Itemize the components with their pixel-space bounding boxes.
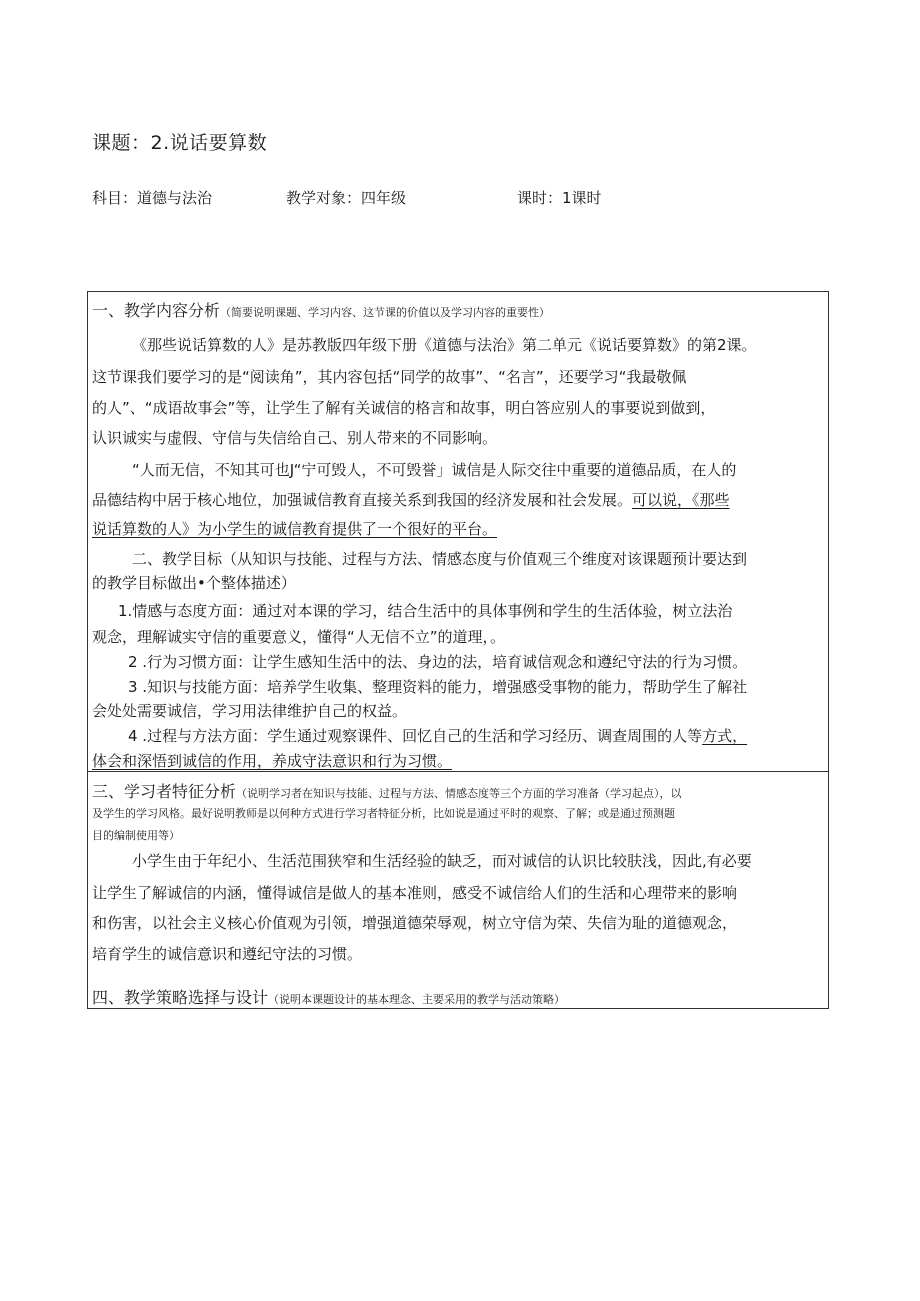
goal3-line2: 会处处需要诚信，学习用法律维护自己的权益。 — [92, 702, 408, 720]
target-field: 教学对象：四年级 — [286, 189, 407, 207]
section1-p2-line1: “人而无信，不知其可也J“宁可毁人，不可毁誉」诚信是人际交往中重要的道德品质，在人的 — [132, 461, 737, 479]
goal1-line2: 观念，理解诚实守信的重要意义，懂得“人无信不立”的道理，。 — [92, 628, 506, 646]
subject-field: 科目：道德与法治 — [92, 189, 213, 207]
section2-heading-line2: 的教学目标做出•个整体描述） — [92, 574, 296, 592]
goal1-line1: 1.情感与态度方面：通过对本课的学习，结合生活中的具体事例和学生的生活体验，树立法治 — [118, 602, 733, 620]
section1-p1-line4: 认识诚实与虚假、守信与失信给自己、别人带来的不同影响。 — [92, 429, 498, 447]
section4-note: （说明本课题设计的基本理念、主要采用的教学与活动策略） — [268, 993, 566, 1006]
goal2-line1: 2 .行为习惯方面：让学生感知生活中的法、身边的法，培育诚信观念和遵纪守法的行为习惯。 — [128, 653, 748, 671]
section1-p2-text: 品德结构中居于核心地位，加强诚信教育直接关系到我国的经济发展和社会发展。 — [92, 491, 633, 509]
section3-heading-line — [92, 779, 682, 802]
section2-heading-line1: 二、教学目标（从知识与技能、过程与方法、情感态度与价值观三个维度对该课题预计要达到 — [132, 550, 748, 568]
section3-body-line1: 小学生由于年纪小、生活范围狭窄和生活经验的缺乏，而对诚信的认识比较肤浅，因此,有必要 — [132, 852, 752, 870]
section4-heading-line — [92, 985, 565, 1008]
section3-note-line1: （说明学习者在知识与技能、过程与方法、情感态度等三个方面的学习准备（学习起点），以 — [236, 787, 682, 800]
section1-p2-underlined-start: 可以说，《那些 — [632, 491, 730, 509]
section1-heading-line — [92, 298, 550, 321]
section3-note-line3: 目的编制使用等） — [92, 829, 180, 842]
section3-heading: 三、学习者特征分析 — [92, 782, 237, 801]
section1-p2-underlined-end: 说话算数的人》为小学生的诚信教育提供了一个很好的平台。 — [92, 520, 498, 538]
goal4-underlined: 方式， — [702, 727, 748, 745]
goal3-line1: 3 .知识与技能方面：培养学生收集、整理资料的能力，增强感受事物的能力，帮助学生了解社 — [128, 678, 748, 696]
goal4-line1 — [128, 729, 747, 744]
lesson-title: 课题：2.说话要算数 — [92, 132, 268, 154]
section3-body-line2: 让学生了解诚信的内涵，懂得诚信是做人的基本准则，感受不诚信给人们的生活和心理带来的影响 — [92, 884, 738, 902]
goal4-text: 4 .过程与方法方面：学生通过观察课件、回忆自己的生活和学习经历、调查周围的人等 — [128, 727, 703, 745]
section1-note: （简要说明课题、学习内容、这节课的价值以及学习内容的重要性） — [220, 306, 551, 319]
section3-body-line4: 培育学生的诚信意识和遵纪守法的习惯。 — [92, 945, 363, 963]
section3-body-line3: 和伤害，以社会主义核心价值观为引领，增强道德荣辱观，树立守信为荣、失信为耻的道德观念， — [92, 914, 738, 932]
lesson-plan-table — [87, 291, 829, 1009]
section-divider — [88, 771, 828, 772]
goal4-line2: 体会和深悟到诚信的作用，养成守法意识和行为习惯。 — [92, 752, 453, 770]
section3-note-line2: 及学生的学习风格。最好说明教师是以何种方式进行学习者特征分析，比如说是通过平时的观察、了解；或是通过预测题 — [92, 807, 675, 820]
section1-p1-line2: 这节课我们要学习的是“阅读角”，其内容包括“同学的故事”、“名言”，还要学习“我最敬佩 — [92, 368, 687, 386]
hours-field: 课时：1课时 — [517, 189, 602, 207]
section1-p1-line3: 的人”、“成语故事会”等，让学生了解有关诚信的格言和故事，明白答应别人的事要说到做到， — [92, 399, 716, 417]
section1-heading: 一、教学内容分析 — [92, 301, 221, 320]
section1-p1-line1: 《那些说话算数的人》是苏教版四年级下册《道德与法治》第二单元《说话要算数》的第2课。 — [132, 336, 757, 354]
section4-heading: 四、教学策略选择与设计 — [92, 988, 269, 1007]
section1-p2-line2 — [92, 493, 730, 508]
